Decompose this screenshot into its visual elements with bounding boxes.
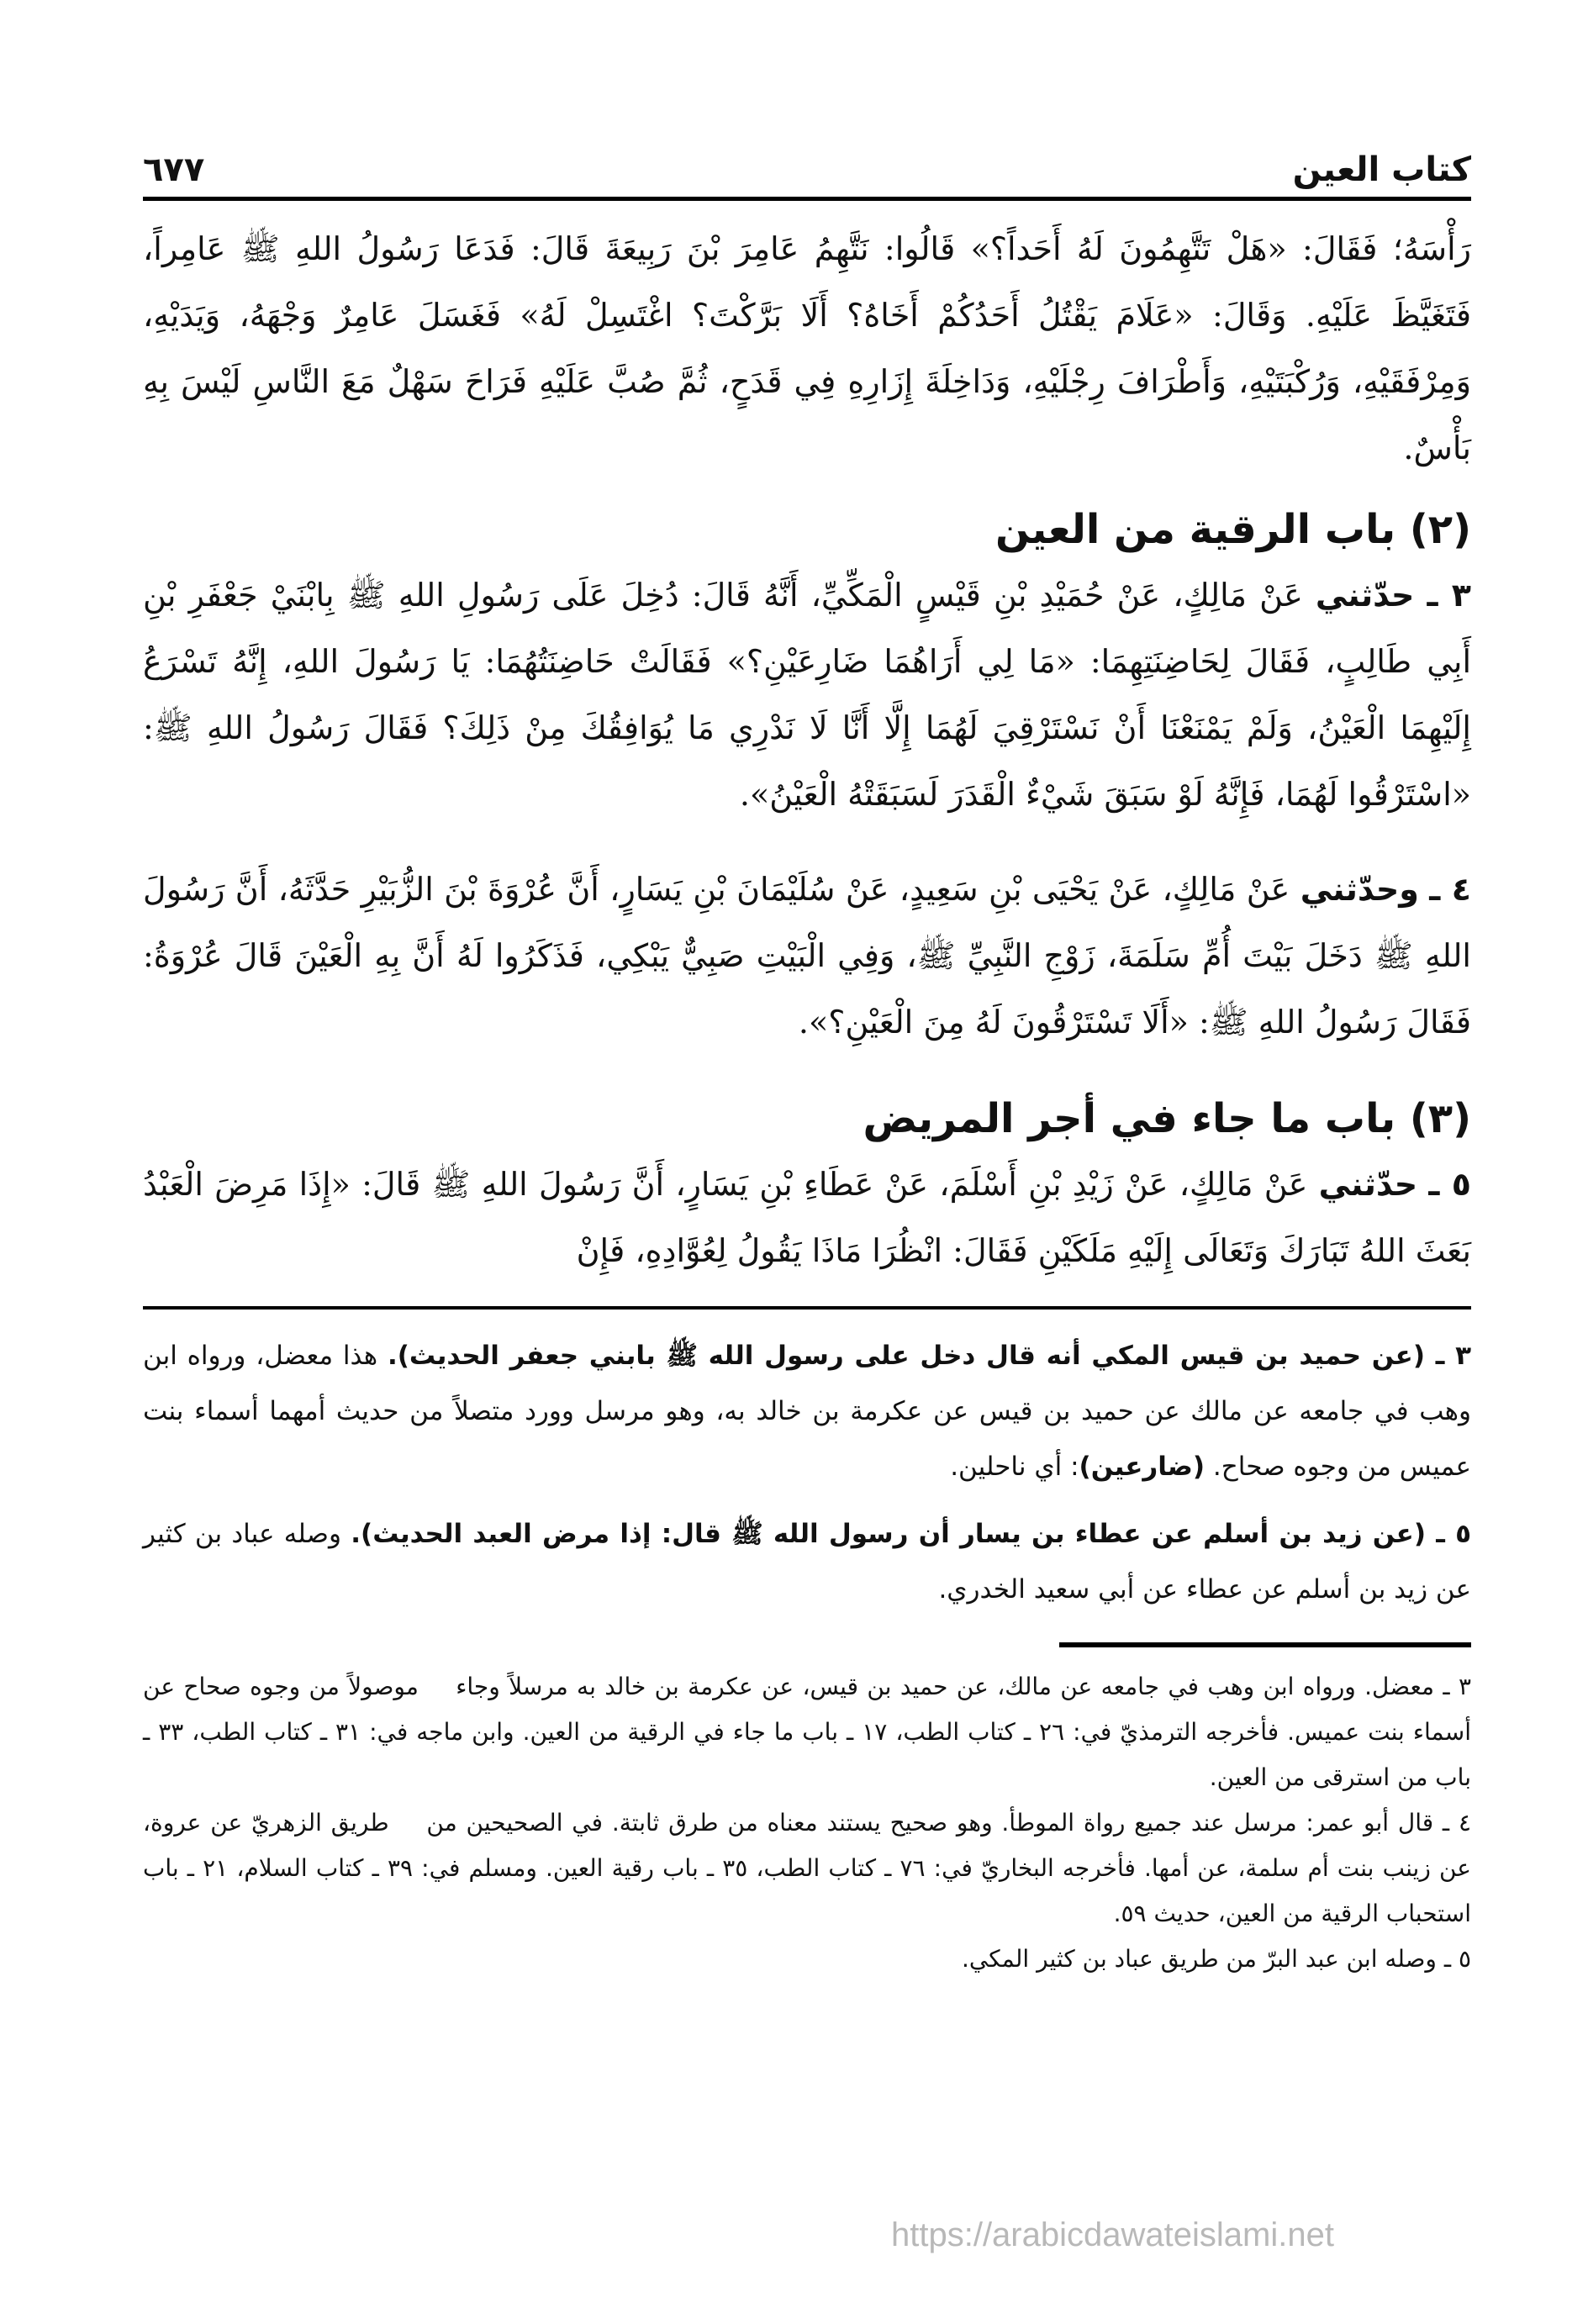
footnote-rule <box>1059 1642 1471 1647</box>
hadith-text: عَنْ مَالِكٍ، عَنْ حُمَيْدِ بْنِ قَيْسٍ الْمَكِّيِّ، أَنَّهُ قَالَ: دُخِلَ عَلَى رَسُولِ اللهِ ﷺ بِابْنَيْ جَعْفَرِ بْنِ أَبِي طَالِبٍ، فَقَالَ لِحَاضِنَتِهِمَا: «مَا لِي أَرَاهُمَا ضَارِعَيْنِ؟» فَقَالَتْ حَاضِنَتُهُمَا: يَا رَسُولَ اللهِ، إِنَّهُ تَسْرَعُ إِلَيْهِمَا الْعَيْنُ، وَلَمْ يَمْنَعْنَا أَنْ نَسْتَرْقِيَ لَهُمَا إِلَّا أَنَّا لَا نَدْرِي مَا يُوَافِقُكَ مِنْ ذَلِكَ؟ فَقَالَ رَسُولُ اللهِ ﷺ: «اسْتَرْقُوا لَهُمَا، فَإِنَّهُ لَوْ سَبَقَ شَيْءٌ الْقَدَرَ لَسَبَقَتْهُ الْعَيْنُ». <box>143 577 1471 813</box>
commentary-text: هذا معضل، ورواه ابن وهب في جامعه عن مالك عن حميد بن قيس عن عكرمة بن خالد به، وهو مرسل وورد متصلاً من حديث أمهما أسماء بنت عميس من وجوه صحاح. <box>143 1341 1471 1482</box>
commentary-text: وصله عباد بن كثير عن زيد بن أسلم عن عطاء عن أبي سعيد الخدري. <box>143 1519 1471 1605</box>
footnote-first-line: ٣ ـ معضل. ورواه ابن وهب في جامعه عن مالك، عن حميد بن قيس، عن عكرمة بن خالد به مرسلاً وجاء <box>456 1673 1471 1700</box>
footnote-4 <box>143 1800 1471 1937</box>
footnote-3 <box>143 1664 1471 1800</box>
hadith-number: ٥ ـ <box>1428 1166 1471 1203</box>
footnote-first-line: ٤ ـ قال أبو عمر: مرسل عند جميع رواة الموطأ. وهو صحيح يستند معناه من طرق ثابتة. في الصحيحين من <box>426 1809 1471 1837</box>
footnote-continuation: طريق الزهريّ عن عروة، عن زينب بنت أم سلمة، عن أمها. فأخرجه البخاريّ في: ٧٦ ـ كتاب الطب، ٣٥ ـ باب رقية العين. ومسلم في: ٣٩ ـ كتاب السلام، ٢١ ـ باب استحباب الرقية من العين، حديث ٥٩. <box>143 1809 1471 1927</box>
page-number: ٦٧٧ <box>143 150 205 189</box>
commentary-note-5 <box>143 1506 1471 1617</box>
footnote-first-line: ٥ ـ وصله ابن عبد البرّ من طريق عباد بن كثير المكي. <box>961 1945 1471 1973</box>
watermark-url: https://arabicdawateislami.net <box>891 2216 1334 2253</box>
hadith-lead: حدّثني <box>1315 577 1415 614</box>
main-text <box>143 216 1471 1284</box>
hadith-number: ٤ ـ <box>1429 871 1471 908</box>
hadith-5 <box>143 1151 1471 1284</box>
hadith-3 <box>143 562 1471 828</box>
hadith-lead: حدّثني <box>1318 1166 1418 1203</box>
running-head <box>143 126 1471 187</box>
gloss-text: : أي ناحلين. <box>950 1452 1079 1482</box>
gloss-term: (ضارعين) <box>1079 1452 1206 1482</box>
running-title: كتاب العين <box>1292 150 1471 189</box>
chapter-heading-3: (٣) باب ما جاء في أجر المريض <box>863 1095 1471 1142</box>
footnote-continuation: موصولاً من وجوه صحاح عن أسماء بنت عميس. فأخرجه الترمذيّ في: ٢٦ ـ كتاب الطب، ١٧ ـ باب ما جاء في الرقية من العين. وابن ماجه في: ٣١ ـ كتاب الطب، ٣٣ ـ باب من استرقى من العين. <box>143 1673 1471 1791</box>
commentary <box>143 1328 1471 1617</box>
opening-paragraph: رَأْسَهُ؛ فَقَالَ: «هَلْ تَتَّهِمُونَ لَهُ أَحَداً؟» قَالُوا: نَتَّهِمُ عَامِرَ بْنَ رَبِيعَةَ قَالَ: فَدَعَا رَسُولُ اللهِ ﷺ عَامِراً، فَتَغَيَّظَ عَلَيْهِ. وَقَالَ: «عَلَامَ يَقْتُلُ أَحَدُكُمْ أَخَاهُ؟ أَلَا بَرَّكْتَ؟ اغْتَسِلْ لَهُ» فَغَسَلَ عَامِرٌ وَجْهَهُ، وَيَدَيْهِ، وَمِرْفَقَيْهِ، وَرُكْبَتَيْهِ، وَأَطْرَافَ رِجْلَيْهِ، وَدَاخِلَةَ إِزَارِهِ فِي قَدَحٍ، ثُمَّ صُبَّ عَلَيْهِ فَرَاحَ سَهْلٌ مَعَ النَّاسِ لَيْسَ بِهِ بَأْسٌ. <box>143 230 1471 466</box>
hadith-text: عَنْ مَالِكٍ، عَنْ زَيْدِ بْنِ أَسْلَمَ، عَنْ عَطَاءِ بْنِ يَسَارٍ، أَنَّ رَسُولَ اللهِ ﷺ قَالَ: «إِذَا مَرِضَ الْعَبْدُ بَعَثَ اللهُ تَبَارَكَ وَتَعَالَى إِلَيْهِ مَلَكَيْنِ فَقَالَ: انْظُرَا مَاذَا يَقُولُ لِعُوَّادِهِ، فَإِنْ <box>143 1166 1471 1269</box>
commentary-heading: ٣ ـ (عن حميد بن قيس المكي أنه قال دخل على رسول الله ﷺ بابني جعفر الحديث). <box>387 1341 1472 1371</box>
commentary-heading: ٥ ـ (عن زيد بن أسلم عن عطاء بن يسار أن رسول الله ﷺ قال: إذا مرض العبد الحديث). <box>351 1519 1472 1549</box>
book-page <box>143 126 1471 1982</box>
footnote-5 <box>143 1937 1471 1982</box>
commentary-rule <box>143 1306 1471 1310</box>
hadith-number: ٣ ـ <box>1427 577 1471 614</box>
footnotes <box>143 1664 1471 1982</box>
chapter-heading-2: (٢) باب الرقية من العين <box>994 506 1471 553</box>
hadith-4 <box>143 856 1471 1056</box>
hadith-lead: وحدّثني <box>1300 871 1419 908</box>
hadith-text: عَنْ مَالِكٍ، عَنْ يَحْيَى بْنِ سَعِيدٍ، عَنْ سُلَيْمَانَ بْنِ يَسَارٍ، أَنَّ عُرْوَةَ بْنَ الزُّبَيْرِ حَدَّثَهُ، أَنَّ رَسُولَ اللهِ ﷺ دَخَلَ بَيْتَ أُمِّ سَلَمَةَ، زَوْجِ النَّبِيِّ ﷺ، وَفِي الْبَيْتِ صَبِيٌّ يَبْكِي، فَذَكَرُوا لَهُ أَنَّ بِهِ الْعَيْنَ قَالَ عُرْوَةُ: فَقَالَ رَسُولُ اللهِ ﷺ: «أَلَا تَسْتَرْقُونَ لَهُ مِنَ الْعَيْنِ؟». <box>143 871 1471 1041</box>
commentary-note-3 <box>143 1328 1471 1494</box>
header-rule <box>143 197 1471 201</box>
